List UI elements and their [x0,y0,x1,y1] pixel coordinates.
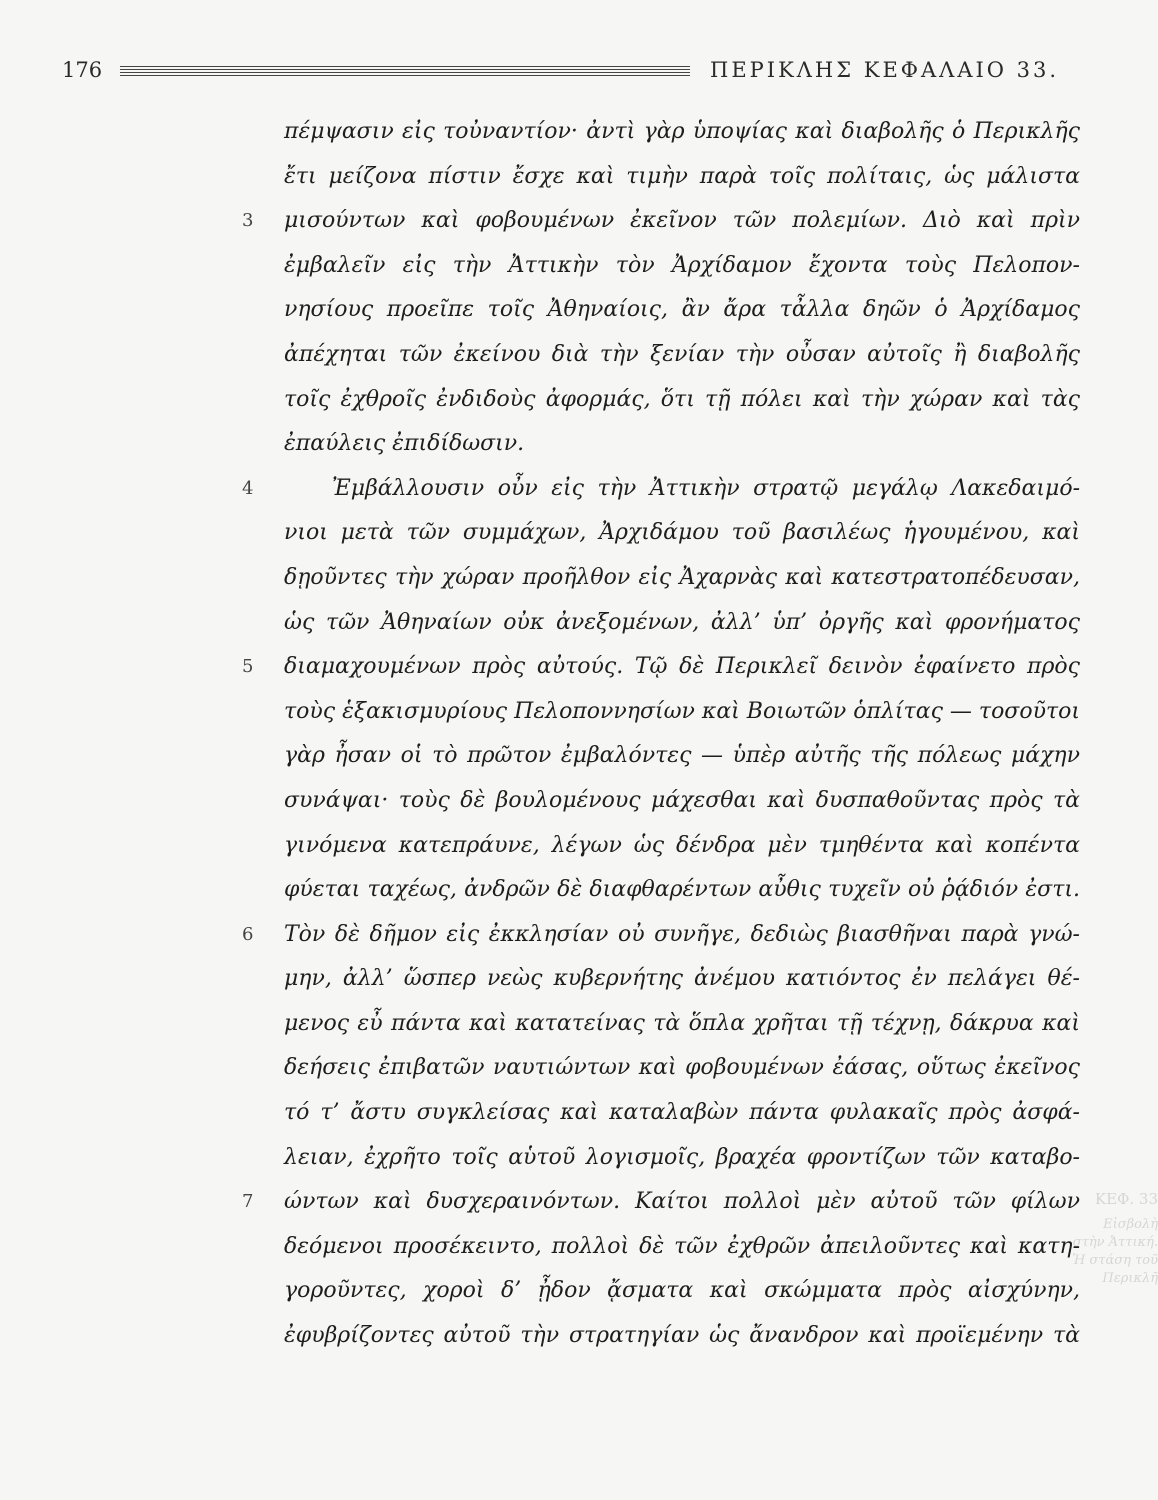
text-line: τό τ’ ἄστυ συγκλείσας καὶ καταλαβὼν πάντα φυλακαῖς πρὸς ἀσφά- [284,1100,1080,1126]
text-line: ἐπαύλεις ἐπιδίδωσιν. [284,431,525,457]
text-line: ἐφυβρίζοντες αὐτοῦ τὴν στρατηγίαν ὡς ἄνανδρον καὶ προϊεμένην τὰ [284,1323,1080,1349]
text-line: 3 μισούντων καὶ φοβουμένων ἐκεῖνον τῶν πολεμίων. Διὸ καὶ πρὶν [284,199,1080,244]
text-line: τοῖς ἐχθροῖς ἐνδιδοὺς ἀφορμάς, ὅτι τῇ πόλει καὶ τὴν χώραν καὶ τὰς [284,386,1080,412]
text-line: τοὺς ἑξακισμυρίους Πελοποννησίων καὶ Βοιωτῶν ὁπλίτας — τοσοῦτοι [284,698,1080,724]
text-line: συνάψαι· τοὺς δὲ βουλομένους μάχεσθαι καὶ δυσπαθοῦντας πρὸς τὰ [284,787,1080,813]
section-number: 3 [242,210,254,232]
section-number: 7 [242,1191,254,1213]
text-line: ἀπέχηται τῶν ἐκείνου διὰ τὴν ξενίαν τὴν οὖσαν αὐτοῖς ἢ διαβολῆς [284,341,1080,367]
text-line: 6 Τὸν δὲ δῆμον εἰς ἐκκλησίαν οὐ συνῆγε, δεδιὼς βιασθῆναι παρὰ γνώ- [284,913,1080,958]
page-number: 176 [62,58,103,82]
text-line: ἔτι μείζονα πίστιν ἔσχε καὶ τιμὴν παρὰ τοῖς πολίταις, ὡς μάλιστα [284,163,1080,189]
text-line: μην, ἀλλ’ ὥσπερ νεὼς κυβερνήτης ἀνέμου κατιόντος ἐν πελάγει θέ- [284,966,1080,992]
text-line: ὡς τῶν Ἀθηναίων οὐκ ἀνεξομένων, ἀλλ’ ὑπ’ ὀργῆς καὶ φρονήματος [284,609,1080,635]
running-title: ΠΕΡΙΚΛΗΣ ΚΕΦΑΛΑΙΟ 33. [710,58,1060,82]
side-note-reference: ΚΕΦ. 33 [1094,1190,1158,1208]
section-number: 6 [242,923,254,945]
text-line: δεόμενοι προσέκειντο, πολλοὶ δὲ τῶν ἐχθρῶν ἀπειλοῦντες καὶ κατη- [284,1233,1080,1259]
section-number: 4 [242,477,254,499]
text-line: νησίους προεῖπε τοῖς Ἀθηναίοις, ἂν ἄρα τἆλλα δηῶν ὁ Ἀρχίδαμος [284,297,1080,323]
bleed-through-side-note [1068,1190,1158,1288]
text-line: λειαν, ἐχρῆτο τοῖς αὑτοῦ λογισμοῖς, βραχέα φροντίζων τῶν καταβο- [284,1144,1080,1170]
text-line: δῃοῦντες τὴν χώραν προῆλθον εἰς Ἀχαρνὰς καὶ κατεστρατοπέδευσαν, [284,564,1080,590]
text-line: γοροῦντες, χοροὶ δ’ ᾖδον ᾄσματα καὶ σκώμματα πρὸς αἰσχύνην, [284,1278,1080,1304]
text-line: δεήσεις ἐπιβατῶν ναυτιώντων καὶ φοβουμένων ἐάσας, οὕτως ἐκεῖνος [284,1055,1080,1081]
running-header [62,58,1108,88]
side-note-text: Εἰσβολὴ στὴν Ἀττική. Ἡ στάση τοῦ Περικλῆ [1072,1217,1158,1286]
text-line: 7 ώντων καὶ δυσχεραινόντων. Καίτοι πολλοὶ μὲν αὐτοῦ τῶν φίλων [284,1180,1080,1225]
text-line: πέμψασιν εἰς τοὐναντίον· ἀντὶ γὰρ ὑποψίας καὶ διαβολῆς ὁ Περικλῆς [284,119,1080,144]
header-rule [120,66,690,80]
greek-text-block [242,110,1080,1359]
text-line: γινόμενα κατεπράυνε, λέγων ὡς δένδρα μὲν τμηθέντα καὶ κοπέντα [284,832,1080,858]
text-line: 5 διαμαχουμένων πρὸς αὐτούς. Τῷ δὲ Περικλεῖ δεινὸν ἐφαίνετο πρὸς [284,645,1080,690]
text-line: 4 Ἐμβάλλουσιν οὖν εἰς τὴν Ἀττικὴν στρατῷ μεγάλῳ Λακεδαιμό- [284,467,1080,512]
text-line: φύεται ταχέως, ἀνδρῶν δὲ διαφθαρέντων αὖθις τυχεῖν οὐ ῥᾴδιόν ἐστι. [284,877,1080,903]
section-number: 5 [242,656,254,678]
text-line: γὰρ ἦσαν οἱ τὸ πρῶτον ἐμβαλόντες — ὑπὲρ αὐτῆς τῆς πόλεως μάχην [284,743,1080,769]
text-line: νιοι μετὰ τῶν συμμάχων, Ἀρχιδάμου τοῦ βασιλέως ἡγουμένου, καὶ [284,520,1080,546]
text-line: ἐμβαλεῖν εἰς τὴν Ἀττικὴν τὸν Ἀρχίδαμον ἔχοντα τοὺς Πελοπον- [284,252,1080,278]
text-line: μενος εὖ πάντα καὶ κατατείνας τὰ ὅπλα χρῆται τῇ τέχνῃ, δάκρυα καὶ [284,1010,1080,1036]
